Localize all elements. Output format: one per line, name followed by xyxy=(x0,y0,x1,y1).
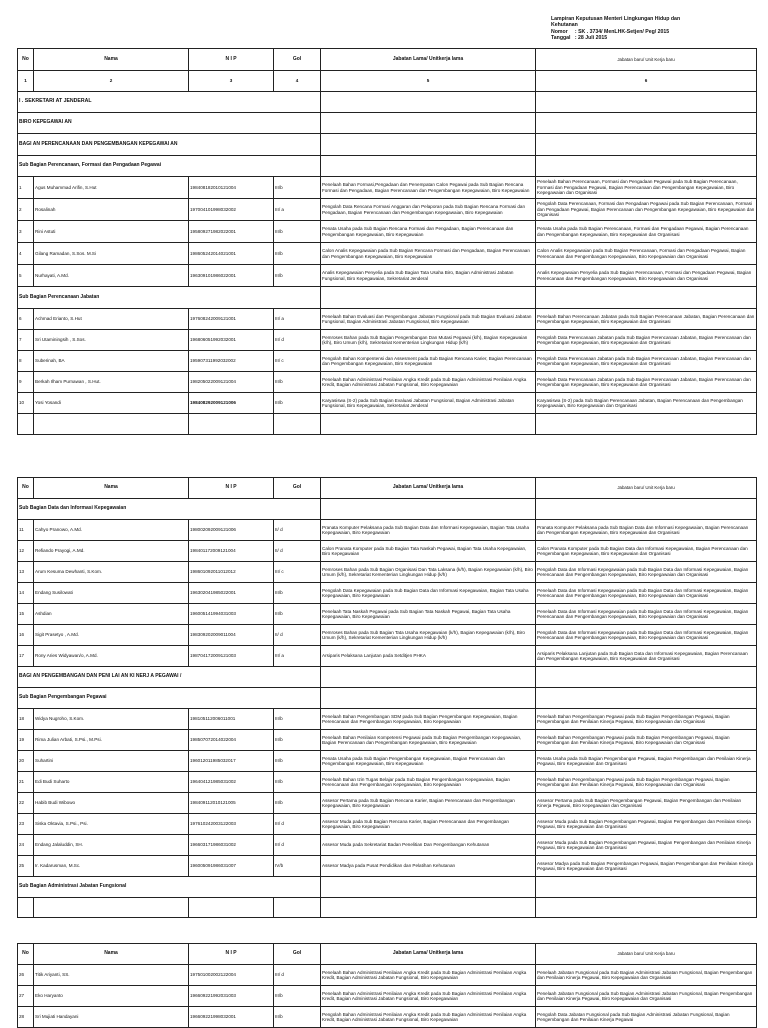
row-no: 28 xyxy=(18,1007,34,1028)
row-gol: III/b xyxy=(274,583,321,604)
row-no: 27 xyxy=(18,986,34,1007)
row-jabatan-baru: Assesor Muda pada Sub Bagian Pengembangan Pegawai, Bagian Pengembangan dan Penilaian Kinerja Pegawai, Biro Kepegawaian dan Organisasi xyxy=(536,835,757,856)
row-jabatan-lama: Pengolah Data Kepegawaian pada Sub Bagian Data dan Informasi Kepegawaian, Bagian Tata Usaha Kepegawaian, Biro Kepegawaian xyxy=(321,583,536,604)
row-nama: Endang Jalaluddin, SH. xyxy=(34,835,189,856)
row-jabatan-lama: Penelaah Bahan Administrasi Penilaian Angka Kredit pada Sub Bagian Administrasi Penilaian Angka Kredit, Bagian Administrasi Jabatan Fungsional, Biro Kepegawaian xyxy=(321,372,536,393)
section-row xyxy=(18,688,757,709)
row-nip: 198507072014022004 xyxy=(189,730,274,751)
row-no: 5 xyxy=(18,265,34,287)
column-number: 6 xyxy=(536,71,757,92)
row-jabatan-lama: Penelaah Bahan Evaluasi dan Pengembangan Jabatan Fungsional pada Sub Bagian Evaluasi Jabatan Fungsional, Bagian Administrasi Jabatan Fungsional, Biro Kepegawaian xyxy=(321,309,536,330)
row-gol: II/ d xyxy=(274,625,321,646)
table-page-3 xyxy=(17,943,757,1028)
col-no: No xyxy=(18,478,34,499)
section-row xyxy=(18,667,757,688)
row-nip: 198002092009121006 xyxy=(189,520,274,541)
table-row xyxy=(18,730,757,751)
table-row xyxy=(18,372,757,393)
row-nip: 196609221998032001 xyxy=(189,1007,274,1028)
row-jabatan-baru: Pengolah Data dan Informasi Kepegawaian pada Sub Bagian Data dan Informasi Kepegawaian, Bagian Perencanaan dan Pengembangan Kepegawaian, Biro Kepegawaian dan Organisasi xyxy=(536,625,757,646)
table-header-row xyxy=(18,478,757,499)
table-row xyxy=(18,583,757,604)
row-jabatan-baru: Pengolah Data Perencanaan Jabatan pada Sub Bagian Perencanaan Jabatan, Bagian Perencanaan dan Pengembangan Kepegawaian, Biro Kepegawaian dan Organisasi xyxy=(536,330,757,351)
col-gol: Gol xyxy=(274,478,321,499)
row-no: 8 xyxy=(18,351,34,372)
row-nip: 196005091986031007 xyxy=(189,856,274,877)
row-jabatan-baru: Assesor Madya pada Sub Bagian Pengembangan Pegawai, Bagian Pengembangan dan Penilaian Kinerja Pegawai, Biro Kepegawaian dan Organisasi xyxy=(536,856,757,877)
row-nip: 196603171986031002 xyxy=(189,835,274,856)
row-jabatan-lama: Penelaah Bahan Administrasi Penilaian Angka Kredit pada Sub Bagian Administrasi Penilaian Angka Kredit, Bagian Administrasi Jabatan Fungsional, Biro Kepegawaian xyxy=(321,965,536,986)
col-jabatan-baru: Jabatan baru/ Unit Kerja baru xyxy=(536,944,757,965)
row-jabatan-baru: Pranata Komputer Pelaksana pada Sub Bagian Data dan Informasi Kepegawaian, Bagian Perencanaan dan Pengembangan Kepegawaian, Biro Kepegawaian dan Organisasi xyxy=(536,520,757,541)
row-nama: Edi Budi Suharto xyxy=(34,772,189,793)
section-title: Sub Bagian Data dan Informasi Kepegawaian xyxy=(18,499,321,520)
col-nip: N I P xyxy=(189,944,274,965)
row-no: 4 xyxy=(18,243,34,265)
row-jabatan-baru: Pengolah Data Jabatan Fungsional pada Sub Bagian Administrasi Jabatan Fungsional, Bagian Pengembangan dan Penilaian Kinerja Pegawai xyxy=(536,1007,757,1028)
row-jabatan-lama: Penata Usaha pada Sub Bagian Pengembangan Kepegawaian, Bagian Perencanaan dan Pengembangan Kepegawaian, Biro Kepegawaian xyxy=(321,751,536,772)
row-nip: 198205022009121004 xyxy=(189,372,274,393)
row-nama: Eko Haryanto xyxy=(34,986,189,1007)
row-gol: III/b xyxy=(274,709,321,730)
row-jabatan-baru: Analis Kepegawaian Penyelia pada Sub Bagian Perencanaan, Formasi dan Pengadaan Pegawai, Bagian Perencanaan dan Pengembangan Kepegawaian, Biro Kepegawaian dan Organisasi xyxy=(536,265,757,287)
row-nama: Rima Julian Arbati, S.Psi., M.Psi. xyxy=(34,730,189,751)
row-nama: Rini Astuti xyxy=(34,221,189,243)
row-no: 17 xyxy=(18,646,34,667)
row-nama: Achmad Erianto, S.Hut xyxy=(34,309,189,330)
table-row xyxy=(18,965,757,986)
row-nama: Gilang Ramadan, S.Sos. M.Si xyxy=(34,243,189,265)
row-gol: II/ d xyxy=(274,520,321,541)
row-jabatan-lama: Penelaah Bahan Administrasi Penilaian Angka Kredit pada Sub Bagian Administrasi Penilaian Angka Kredit, Bagian Administrasi Jabatan Fungsional, Biro Kepegawaian xyxy=(321,986,536,1007)
section-title: BAGI AN PERENCANAAN DAN PENGEMBANGAN KEPEGAWAI AN xyxy=(18,134,321,156)
row-jabatan-lama: Calon Analis Kepegawaian pada Sub Bagian Rencana Formasi dan Pengadaan, Bagian Perencanaan dan Pengembangan Kepegawaian, Biro Kepegawaian xyxy=(321,243,536,265)
row-no: 25 xyxy=(18,856,34,877)
row-gol: III/b xyxy=(274,393,321,414)
row-jabatan-baru: Penelaah Bahan Pengembangan Pegawai pada Sub Bagian Pengembangan Pegawai, Bagian Pengembangan dan Penilaian Kinerja Pegawai, Biro Kepegawaian dan Organisasi xyxy=(536,772,757,793)
row-no: 7 xyxy=(18,330,34,351)
row-no: 11 xyxy=(18,520,34,541)
table-row xyxy=(18,709,757,730)
section-row xyxy=(18,156,757,177)
row-nama: Rony Aries Widyawan/o, A.Md. xyxy=(34,646,189,667)
row-nip: 198408292009121006 xyxy=(189,393,274,414)
table-row xyxy=(18,604,757,625)
row-nama: Ir. Kadarusman, M.Sc. xyxy=(34,856,189,877)
row-jabatan-lama: Pemroses Bahan pada Sub Bagian Organisasi Dan Tata Laksana (k/h), Bagian Kepegawaian (k/h), Biro Umum (k/h), Sekretariat Kementerian Lingkungan Hidup (k/h) xyxy=(321,562,536,583)
row-nama: Ashdian xyxy=(34,604,189,625)
col-nama: Nama xyxy=(34,49,189,71)
row-jabatan-baru: Assesor Muda pada Sub Bagian Pengembangan Pegawai, Bagian Pengembangan dan Penilaian Kinerja Pegawai, Biro Kepegawaian dan Organisasi xyxy=(536,814,757,835)
table-row xyxy=(18,221,757,243)
row-no: 3 xyxy=(18,221,34,243)
row-nama: Arum Kesuma Dewhanti, S.Kom. xyxy=(34,562,189,583)
row-jabatan-baru: Calon Analis Kepegawaian pada Sub Bagian Perencanaan, Formasi dan Pengadaan Pegawai, Bagian Perencanaan dan Pengembangan Kepegawaian, Biro Kepegawaian dan Organisasi xyxy=(536,243,757,265)
row-nip: 195907311992032002 xyxy=(189,351,274,372)
row-gol: III/b xyxy=(274,243,321,265)
table-row xyxy=(18,1007,757,1028)
row-no: 23 xyxy=(18,814,34,835)
row-jabatan-lama: Assesor Madya pada Pusat Pendidikan dan Pelatihan Kehutanan xyxy=(321,856,536,877)
row-jabatan-baru: Penata Usaha pada Sub Bagian Perencanaan, Formasi dan Pengadaan Pegawai, Bagian Perencanaan dan Pengembangan Kepegawaian, Biro Kepegawaian dan Organisasi xyxy=(536,221,757,243)
col-gol: Gol xyxy=(274,944,321,965)
table-row xyxy=(18,177,757,199)
row-gol: III/b xyxy=(274,751,321,772)
row-jabatan-lama: Assesor Pertama pada Sub Bagian Rencana Karier, Bagian Perencanaan dan Pengembangan Kepegawaian, Biro Kepegawaian xyxy=(321,793,536,814)
row-gol: III/ d xyxy=(274,814,321,835)
col-nama: Nama xyxy=(34,944,189,965)
table-row xyxy=(18,835,757,856)
row-nama: Titik Ariyanti, SS. xyxy=(34,965,189,986)
row-gol: III/b xyxy=(274,177,321,199)
col-no: No xyxy=(18,49,34,71)
table-row xyxy=(18,793,757,814)
row-no: 26 xyxy=(18,965,34,986)
row-nip: 198605242014021001 xyxy=(189,243,274,265)
section-row xyxy=(18,287,757,309)
col-jabatan-lama: Jabatan Lama/ Unitkerja lama xyxy=(321,478,536,499)
col-no: No xyxy=(18,944,34,965)
table-row xyxy=(18,520,757,541)
lampiran-line: Nomor : SK . 3734/ MenLHK-Setjen/ Peg/ 2015 xyxy=(551,28,670,35)
col-jabatan-baru: Jabatan baru/ Unit Kerja baru xyxy=(536,49,757,71)
column-number: 1 xyxy=(18,71,34,92)
row-gol: III/ c xyxy=(274,351,321,372)
row-no: 2 xyxy=(18,199,34,221)
row-gol: III/b xyxy=(274,1007,321,1028)
row-jabatan-baru: Penelaah Data dan Informasi Kepegawaian pada Sub Bagian Data dan Informasi Kepegawaian, Bagian Perencanaan dan Pengembangan Kepegawaian, Biro Kepegawaian dan Organisasi xyxy=(536,604,757,625)
row-nip: 198704172009121003 xyxy=(189,646,274,667)
row-nip: 195809271982022001 xyxy=(189,221,274,243)
row-gol: III/b xyxy=(274,372,321,393)
section-row xyxy=(18,499,757,520)
row-jabatan-baru: Karyasiswa (S-2) pada Sub Bagian Perencanaan Jabatan, Bagian Perencanaan dan Pengembangan Kepegawaian, Biro Kepegawaian dan Organisasi xyxy=(536,393,757,414)
row-nip: 198309202009011004 xyxy=(189,625,274,646)
row-nip: 198401172009121004 xyxy=(189,541,274,562)
col-jabatan-baru: Jabatan baru/ Unit Kerja baru xyxy=(536,478,757,499)
row-jabatan-baru: Pengolah Data Perencanaan Jabatan pada Sub Bagian Perencanaan Jabatan, Bagian Perencanaan dan Pengembangan Kepegawaian, Biro Kepegawaian dan Organisasi xyxy=(536,351,757,372)
row-nama: Suhartini xyxy=(34,751,189,772)
empty-row xyxy=(18,414,757,435)
row-jabatan-lama: Assesor Muda pada Sub Bagian Rencana Karier, Bagian Perencanaan dan Pengembangan Kepegawaian, Biro Kepegawaian xyxy=(321,814,536,835)
row-nama: Refiando Prayogi, A.Md. xyxy=(34,541,189,562)
row-jabatan-baru: Penelaah Jabatan Fungsional pada Sub Bagian Administrasi Jabatan Fungsional, Bagian Pengembangan dan Penilaian Kinerja Pegawai, Biro Kepegawaian dan Organisasi xyxy=(536,965,757,986)
table-row xyxy=(18,243,757,265)
section-title: BIRO KEPEGAWAI AN xyxy=(18,113,321,134)
row-nama: Habib Budi Wibowo xyxy=(34,793,189,814)
row-jabatan-lama: Pranata Komputer Pelaksana pada Sub Bagian Data dan Informasi Kepegawaian, Bagian Tata Usaha Kepegawaian, Biro Kepegawaian xyxy=(321,520,536,541)
row-jabatan-lama: Penelaah Bahan Pengembangan SDM pada Sub Bagian Pengembangan Kepegawaian, Bagian Perencanaan dan Pengembangan Kepegawaian, Biro Kepegawaian xyxy=(321,709,536,730)
row-nip: 198105112006011001 xyxy=(189,709,274,730)
col-nip: N I P xyxy=(189,478,274,499)
row-gol: III/b xyxy=(274,986,321,1007)
section-row xyxy=(18,134,757,156)
row-jabatan-lama: Analis Kepegawaian Penyelia pada Sub Bagian Tata Usaha Biro, Bagian Administrasi Jabatan Fungsional, Biro Kepegawaian, Sekretariat Jenderal xyxy=(321,265,536,287)
table-row xyxy=(18,986,757,1007)
lampiran-line: Tanggal : 28 Juli 2015 xyxy=(551,35,608,42)
row-gol: II/ d xyxy=(274,541,321,562)
table-row xyxy=(18,351,757,372)
row-jabatan-lama: Pemroses Bahan pada Sub Bagian Pengembangan Dan Mutasi Pegawai (k/h), Bagian Kepegawaian (k/h), Biro Umum (k/h), Sekretariat Kementerian Lingkungan Hidup (k/h) xyxy=(321,330,536,351)
column-number: 5 xyxy=(321,71,536,92)
table-page-1 xyxy=(17,48,757,435)
row-nama: Rosalinah xyxy=(34,199,189,221)
row-jabatan-baru: Penelaah Data Perencanaan Jabatan pada Sub Bagian Perencanaan Jabatan, Bagian Perencanaan dan Pengembangan Kepegawaian, Biro Kepegawaian dan Organisasi xyxy=(536,372,757,393)
row-nama: Widya Nugroho, S.Kom. xyxy=(34,709,189,730)
row-no: 24 xyxy=(18,835,34,856)
section-title: Sub Bagian Pengembangan Pegawai xyxy=(18,688,321,709)
row-jabatan-lama: Penelaah Bahan Formasi,Pengadaan dan Penempatan Calon Pegawai pada Sub Bagian Rencana Formasi dan Pengadaan, Bagian Perencanaan dan Pengembangan Kepegawaian, Biro Kepegawaian xyxy=(321,177,536,199)
table-row xyxy=(18,330,757,351)
row-nip: 196005141994031003 xyxy=(189,604,274,625)
row-nip: 196404121985031002 xyxy=(189,772,274,793)
row-no: 9 xyxy=(18,372,34,393)
row-nip: 198409112010121005 xyxy=(189,793,274,814)
section-title: I . SEKRETARI AT JENDERAL xyxy=(18,92,321,113)
table-row xyxy=(18,393,757,414)
row-gol: III/b xyxy=(274,793,321,814)
row-jabatan-lama: Pengolah Data Rencana Formasi Anggaran dan Pelaporan pada Sub Bagian Rencana Formasi dan Pengadaan, Bagian Perencanaan dan Pengembangan Kepegawaian, Biro Kepegawaian xyxy=(321,199,536,221)
rows-data xyxy=(18,520,757,667)
lampiran-header xyxy=(551,16,680,42)
row-nip: 196309101986022001 xyxy=(189,265,274,287)
row-nip: 198408182010121004 xyxy=(189,177,274,199)
section-title: Sub Bagian Perencanaan Jabatan xyxy=(18,287,321,309)
row-jabatan-lama: Assesor Muda pada Sekretariat Badan Penelitian Dan Pengembangan Kehutanan xyxy=(321,835,536,856)
row-no: 1 xyxy=(18,177,34,199)
row-jabatan-lama: Pemroses Bahan pada Sub Bagian Tata Usaha Kepegawaian (k/h), Bagian Kepegawaian (k/h), Biro Umum (k/h), Sekretariat Kementerian Lingkungan Hidup (k/h) xyxy=(321,625,536,646)
row-jabatan-lama: Calon Pranata Komputer pada Sub Bagian Tata Naskah Pegawai, Bagian Tata Usaha Kepegawaian, Biro Kepegawaian xyxy=(321,541,536,562)
section-title: Sub Bagian Administrasi Jabatan Fungsional xyxy=(18,877,321,898)
row-no: 15 xyxy=(18,604,34,625)
lampiran-line: Lampiran Keputusan Menteri Lingkungan Hidup dan xyxy=(551,16,681,22)
row-nip: 196609221992031003 xyxy=(189,986,274,1007)
row-jabatan-baru: Pengolah Data dan Informasi Kepegawaian pada Sub Bagian Data dan Informasi Kepegawaian, Bagian Perencanaan dan Pengembangan Kepegawaian, Biro Kepegawaian dan Organisasi xyxy=(536,562,757,583)
row-gol: IV/b xyxy=(274,856,321,877)
row-no: 22 xyxy=(18,793,34,814)
rows-adm xyxy=(18,965,757,1028)
row-gol: III/ d xyxy=(274,965,321,986)
col-jabatan-lama: Jabatan Lama/ Unitkerja lama xyxy=(321,944,536,965)
row-jabatan-baru: Penelaah Bahan Perencanaan Jabatan pada Sub Bagian Perencanaan Jabatan, Bagian Perencanaan dan Pengembangan Kepegawaian, Biro Kepegawaian dan Organisasi xyxy=(536,309,757,330)
row-gol: III/b xyxy=(274,730,321,751)
row-jabatan-lama: Pengolah Bahan Administrasi Penilaian Angka Kredit pada Sub Bagian Administrasi Penilaian Angka Kredit, Bagian Administrasi Jabatan Fungsional, Biro Kepegawaian xyxy=(321,1007,536,1028)
col-nip: N I P xyxy=(189,49,274,71)
col-jabatan-lama: Jabatan Lama/ Unitkerja lama xyxy=(321,49,536,71)
table-header-row xyxy=(18,944,757,965)
row-jabatan-baru: Penelaah Jabatan Fungsional pada Sub Bagian Administrasi Jabatan Fungsional, Bagian Pengembangan dan Penilaian Kinerja Pegawai, Biro Kepegawaian dan Organisasi xyxy=(536,986,757,1007)
row-no: 18 xyxy=(18,709,34,730)
row-nama: Berkah Ilham Purnawan , S.Hut. xyxy=(34,372,189,393)
row-gol: III/ d xyxy=(274,835,321,856)
row-nama: Suberinah, BA xyxy=(34,351,189,372)
section-row xyxy=(18,113,757,134)
empty-row xyxy=(18,898,757,918)
section-row xyxy=(18,877,757,898)
row-gol: III/b xyxy=(274,772,321,793)
row-no: 19 xyxy=(18,730,34,751)
row-nama: Endang Susilowati xyxy=(34,583,189,604)
column-number: 4 xyxy=(274,71,321,92)
row-nama: Agus Muhammad Arifin, S.Hut xyxy=(34,177,189,199)
row-gol: III/b xyxy=(274,604,321,625)
row-jabatan-baru: Calon Pranata Komputer pada Sub Bagian Data dan Informasi Kepegawaian, Bagian Perencanaan dan Pengembangan Kepegawaian, Biro Kepegawaian dan Organisasi xyxy=(536,541,757,562)
table-row xyxy=(18,625,757,646)
row-jabatan-baru: Penelaah Bahan Perencanaan, Formasi dan Pengadaan Pegawai pada Sub Bagian Perencanaan, Formasi dan Pengadaan Pegawai, Bagian Perencanaan dan Pengembangan Kepegawaian, Biro Kepegawaian dan Organisasi xyxy=(536,177,757,199)
row-no: 13 xyxy=(18,562,34,583)
row-jabatan-baru: Penelaah Data dan Informasi Kepegawaian pada Sub Bagian Data dan Informasi Kepegawaian, Bagian Perencanaan dan Pengembangan Kepegawaian, Biro Kepegawaian dan Organisasi xyxy=(536,583,757,604)
table-row xyxy=(18,646,757,667)
col-gol: Gol xyxy=(274,49,321,71)
row-jabatan-baru: Penata Usaha pada Sub Bagian Pengembangan Pegawai, Bagian Pengembangan dan Penilaian Kinerja Pegawai, Biro Kepegawaian dan Organisasi xyxy=(536,751,757,772)
table-row xyxy=(18,199,757,221)
row-jabatan-baru: Penelaah Bahan Pengembangan Pegawai pada Sub Bagian Pengembangan Pegawai, Bagian Pengembangan dan Penilaian Kinerja Pegawai, Biro Kepegawaian dan Organisasi xyxy=(536,730,757,751)
rows-jabatan xyxy=(18,309,757,414)
table-row xyxy=(18,814,757,835)
table-row xyxy=(18,265,757,287)
row-nip: 196806051992032001 xyxy=(189,330,274,351)
row-gol: III/ a xyxy=(274,646,321,667)
table-row xyxy=(18,309,757,330)
row-jabatan-lama: Arsiparis Pelaksana Lanjutan pada Setditjen PHKA xyxy=(321,646,536,667)
row-nama: Sri Utaminingsih , S.Sos. xyxy=(34,330,189,351)
row-gol: III/ d xyxy=(274,330,321,351)
rows-formasi xyxy=(18,177,757,287)
row-gol: III/ c xyxy=(274,562,321,583)
section-title: Sub Bagian Perencanaan, Formasi dan Pengadaan Pegawai xyxy=(18,156,321,177)
row-jabatan-lama: Karyasiswa (S-2) pada Sub Bagian Evaluasi Jabatan Fungsional, Bagian Administrasi Jabatan Fungsional, Biro Kepegawaian, Sekretariat Jenderal xyxy=(321,393,536,414)
row-jabatan-baru: Arsiparis Pelaksana Lanjutan pada Sub Bagian Data dan Informasi Kepegawaian, Bagian Perencanaan dan Pengembangan Kepegawaian, Biro Kepegawaian dan Organisasi xyxy=(536,646,757,667)
row-no: 20 xyxy=(18,751,34,772)
row-jabatan-baru: Pengolah Data Perencanaan, Formasi dan Pengadaan Pegawai pada Sub Bagian Perencanaan, Formasi dan Pengadaan Pegawai, Bagian Perencanaan dan Pengembangan Kepegawaian, Biro Kepegawaian dan Organisasi xyxy=(536,199,757,221)
row-nip: 197004101998032002 xyxy=(189,199,274,221)
row-nama: Cahyo Pranowo, A.Md. xyxy=(34,520,189,541)
row-nip: 197610242003122003 xyxy=(189,814,274,835)
row-nama: Siska Oktavia, S.Psi., Psi. xyxy=(34,814,189,835)
row-nama: Sri Mujiati Handayani xyxy=(34,1007,189,1028)
section-row xyxy=(18,92,757,113)
table-row xyxy=(18,541,757,562)
row-jabatan-lama: Penelaah Bahan Penilaian Kompetensi Pegawai pada Sub Bagian Pengembangan Kepegawaian, Bagian Perencanaan dan Pengembangan Kepegawaian, Biro Kepegawaian xyxy=(321,730,536,751)
row-jabatan-baru: Assesor Pertama pada Sub Bagian Pengembangan Pegawai, Bagian Pengembangan dan Penilaian Kinerja Pegawai, Biro Kepegawaian dan Organisasi xyxy=(536,793,757,814)
row-jabatan-lama: Penata Usaha pada Sub Bagian Rencana Formasi dan Pengadaan, Bagian Perencanaan dan Pengembangan Kepegawaian, Biro Kepegawaian xyxy=(321,221,536,243)
row-gol: III/b xyxy=(274,221,321,243)
rows-pengembangan xyxy=(18,709,757,877)
row-nama: Yosi Yosandi xyxy=(34,393,189,414)
col-nama: Nama xyxy=(34,478,189,499)
row-no: 6 xyxy=(18,309,34,330)
row-nama: Nurhayati, A.Md. xyxy=(34,265,189,287)
table-row xyxy=(18,562,757,583)
row-nip: 196302041985022001 xyxy=(189,583,274,604)
row-no: 10 xyxy=(18,393,34,414)
row-nip: 198601092011012012 xyxy=(189,562,274,583)
row-gol: III/ a xyxy=(274,199,321,221)
lampiran-line: Kehutanan xyxy=(551,22,578,29)
row-gol: III/ a xyxy=(274,309,321,330)
table-row xyxy=(18,856,757,877)
row-no: 14 xyxy=(18,583,34,604)
row-nip: 197608242009121001 xyxy=(189,309,274,330)
row-nama: Sigit Prasetyo , A.Md. xyxy=(34,625,189,646)
row-no: 21 xyxy=(18,772,34,793)
column-number: 3 xyxy=(189,71,274,92)
section-title: BAGI AN PENGEMBANGAN DAN PENI LAI AN KI NERJ A PEGAWAI / xyxy=(18,667,321,688)
row-jabatan-lama: Pengolah Bahan Kompentensi dan Assesment pada Sub Bagian Rencana Karier, Bagian Perencanaan dan Pengembangan Kepegawaian, Biro Kepegawaian xyxy=(321,351,536,372)
row-nip: 196012011985032017 xyxy=(189,751,274,772)
row-jabatan-lama: Penelaah Tata Naskah Pegawai pada Sub Bagian Tata Naskah Pegawai, Bagian Tata Usaha Kepegawaian, Biro Kepegawaian xyxy=(321,604,536,625)
table-page-2 xyxy=(17,477,757,918)
row-nip: 197501002002122004 xyxy=(189,965,274,986)
row-gol: III/b xyxy=(274,265,321,287)
row-jabatan-lama: Penelaah Bahan Izin Tugas Belajar pada Sub Bagian Pengembangan Kepegawaian, Bagian Perencanaan dan Pengembangan Kepegawaian, Biro Kepegawaian xyxy=(321,772,536,793)
row-jabatan-baru: Penelaah Bahan Pengembangan Pegawai pada Sub Bagian Pengembangan Pegawai, Bagian Pengembangan dan Penilaian Kinerja Pegawai, Biro Kepegawaian dan Organisasi xyxy=(536,709,757,730)
table-row xyxy=(18,772,757,793)
column-number-row xyxy=(18,71,757,92)
table-row xyxy=(18,751,757,772)
table-header-row xyxy=(18,49,757,71)
row-no: 16 xyxy=(18,625,34,646)
row-no: 12 xyxy=(18,541,34,562)
column-number: 2 xyxy=(34,71,189,92)
